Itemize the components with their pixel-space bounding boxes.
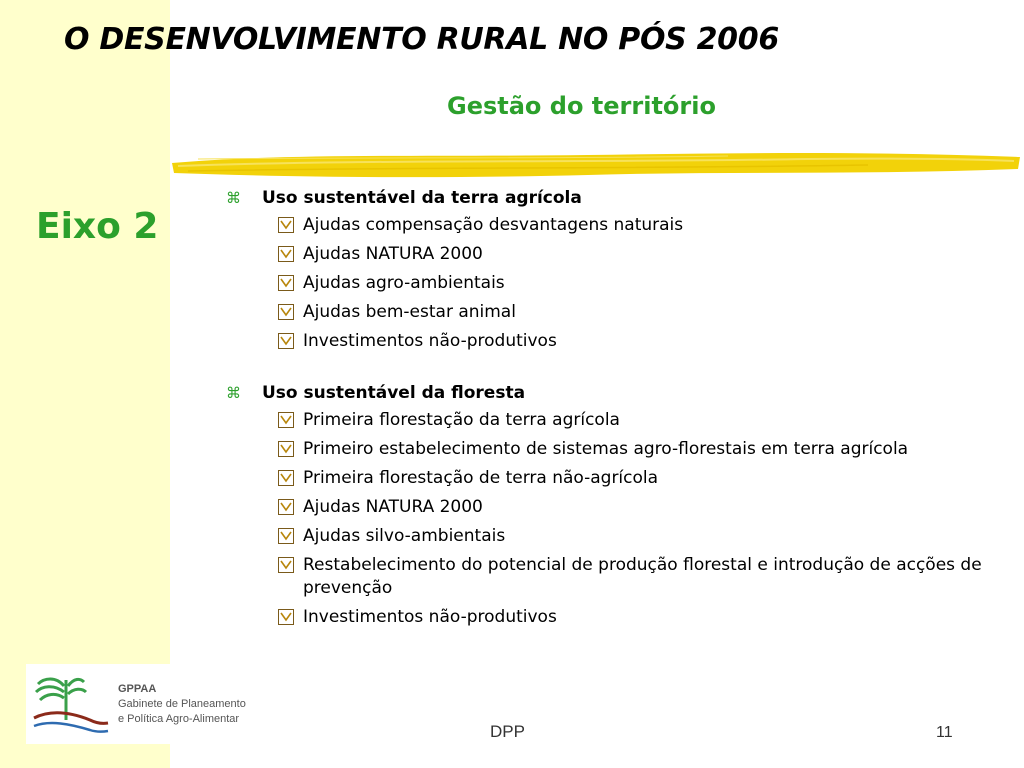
checkbox-check-icon (278, 528, 294, 544)
list-item (278, 243, 996, 266)
list-item-text: Ajudas NATURA 2000 (303, 244, 483, 264)
list-item-text: Ajudas bem-estar animal (303, 302, 516, 322)
checkbox-check-icon (278, 499, 294, 515)
checkbox-check-icon (278, 609, 294, 625)
list-item (278, 409, 996, 432)
page-number: 11 (936, 724, 953, 741)
checkbox-check-icon (278, 304, 294, 320)
list-item (278, 554, 996, 600)
list-item-text: Ajudas silvo-ambientais (303, 526, 506, 546)
command-key-icon: ⌘ (226, 384, 241, 402)
logo-line-1: Gabinete de Planeamento (118, 698, 246, 710)
section-heading: Uso sustentável da terra agrícola (262, 188, 582, 208)
footer-label: DPP (490, 722, 525, 741)
section-heading-row (226, 381, 996, 405)
checkbox-check-icon (278, 217, 294, 233)
checkbox-check-icon (278, 557, 294, 573)
list-item-text: Primeira florestação da terra agrícola (303, 410, 620, 430)
logo-line-2: e Política Agro-Alimentar (118, 713, 240, 725)
list-item-text: Ajudas agro-ambientais (303, 273, 505, 293)
axis-label: Eixo 2 (36, 206, 159, 247)
section-forest (226, 381, 996, 629)
list-item (278, 496, 996, 519)
section-heading: Uso sustentável da floresta (262, 383, 526, 403)
list-item (278, 606, 996, 629)
bullet-list (226, 214, 996, 353)
list-item (278, 214, 996, 237)
list-item (278, 525, 996, 548)
logo-tree-icon (30, 668, 110, 740)
slide-subtitle: Gestão do território (447, 92, 716, 120)
list-item-text: Ajudas NATURA 2000 (303, 497, 483, 517)
list-item (278, 467, 996, 490)
list-item-text: Ajudas compensação desvantagens naturais (303, 215, 684, 235)
logo-text (118, 682, 246, 727)
bullet-list (226, 409, 996, 629)
list-item-text: Restabelecimento do potencial de produção florestal e introdução de acções de prevenção (303, 555, 982, 598)
left-panel (0, 0, 170, 768)
list-item-text: Primeira florestação de terra não-agrícola (303, 468, 659, 488)
list-item (278, 301, 996, 324)
checkbox-check-icon (278, 275, 294, 291)
slide-title: O DESENVOLVIMENTO RURAL NO PÓS 2006 (64, 22, 779, 57)
checkbox-check-icon (278, 412, 294, 428)
checkbox-check-icon (278, 246, 294, 262)
list-item-text: Investimentos não-produtivos (303, 331, 557, 351)
list-item (278, 272, 996, 295)
bullet-content (226, 186, 996, 635)
brush-stroke-divider (168, 147, 1024, 185)
command-key-icon: ⌘ (226, 189, 241, 207)
gppaa-logo (26, 664, 258, 744)
checkbox-check-icon (278, 333, 294, 349)
checkbox-check-icon (278, 441, 294, 457)
section-heading-row (226, 186, 996, 210)
list-item (278, 330, 996, 353)
checkbox-check-icon (278, 470, 294, 486)
list-item-text: Investimentos não-produtivos (303, 607, 557, 627)
logo-abbr: GPPAA (118, 683, 157, 695)
list-item (278, 438, 996, 461)
section-agricultural-land (226, 186, 996, 353)
list-item-text: Primeiro estabelecimento de sistemas agro-florestais em terra agrícola (303, 439, 909, 459)
